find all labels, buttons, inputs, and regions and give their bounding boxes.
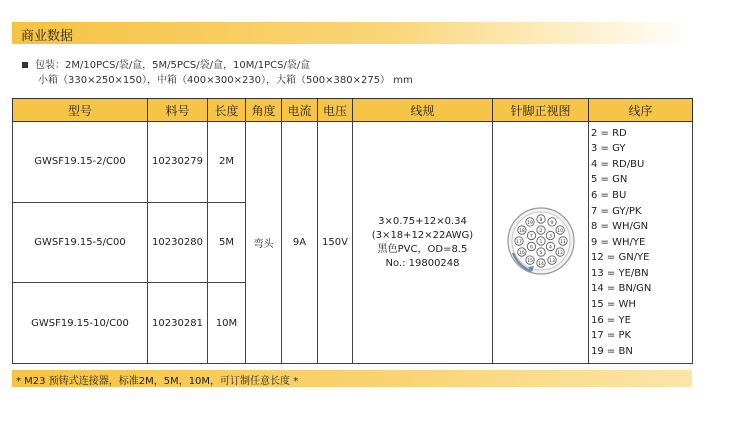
section-header <box>12 22 692 44</box>
wire-item: 8 = WH/GN <box>591 221 649 233</box>
table-header-row <box>13 99 693 122</box>
wire-item: 17 = PK <box>591 330 632 342</box>
spec-table <box>12 98 693 364</box>
pin-label: 2 <box>539 229 542 234</box>
gauge-line-1: 3×0.75+12×0.34 <box>378 215 467 227</box>
model-cell: GWSF19.15-2/C00 <box>13 122 148 203</box>
footer-note-bar <box>12 370 692 387</box>
wire-item: 3 = GY <box>591 143 626 155</box>
pin-label: 17 <box>515 240 522 245</box>
header-length: 长度 <box>208 99 246 122</box>
header-voltage: 电压 <box>318 99 353 122</box>
pin-label: 3 <box>548 234 552 240</box>
section-title: 商业数据 <box>21 29 74 44</box>
bullet-square-icon <box>22 62 28 68</box>
gauge-line-3: 黑色PVC，OD=8.5 <box>377 243 468 255</box>
current-cell: 9A <box>282 122 318 364</box>
pin-label: 13 <box>548 259 555 265</box>
wire-item: 7 = GY/PK <box>591 205 642 217</box>
wire-item: 2 = RD <box>591 127 627 139</box>
wire-item: 9 = WH/YE <box>591 236 646 248</box>
pin-label: 10 <box>556 229 563 234</box>
pin-label: 1 <box>539 240 542 245</box>
voltage-cell: 150V <box>318 122 353 364</box>
pin-label: 6 <box>529 245 533 251</box>
wire-item: 5 = GN <box>591 174 628 186</box>
length-cell: 5M <box>208 202 246 283</box>
packaging-line-1: 包装：2M/10PCS/袋/盒，5M/5PCS/袋/盒，10M/1PCS/袋/盒 <box>22 58 413 73</box>
wire-item: 13 = YE/BN <box>591 267 649 279</box>
pin-label: 9 <box>550 220 553 226</box>
wire-item: 6 = BU <box>591 189 627 201</box>
pin-label: 12 <box>556 251 563 256</box>
header-pin-view: 针脚正视图 <box>493 99 589 122</box>
wire-sequence-cell <box>589 122 693 364</box>
wire-item: 19 = BN <box>591 345 633 357</box>
wire-item: 4 = RD/BU <box>591 158 645 170</box>
pin-label: 4 <box>548 245 552 251</box>
pin-label: 7 <box>529 234 533 240</box>
length-cell: 2M <box>208 122 246 203</box>
pin-label: 11 <box>559 240 566 245</box>
table-row <box>13 122 693 203</box>
packaging-line-2: 小箱（330×250×150），中箱（400×300×230），大箱（500×380×275） mm <box>38 75 413 86</box>
pin-label: 19 <box>526 220 533 226</box>
model-cell: GWSF19.15-10/C00 <box>13 283 148 364</box>
pin-label: 18 <box>518 229 525 234</box>
wire-item: 15 = WH <box>591 299 636 311</box>
part-no-cell: 10230281 <box>148 283 208 364</box>
pin-label: 8 <box>539 218 542 223</box>
header-angle: 角度 <box>246 99 282 122</box>
model-cell: GWSF19.15-5/C00 <box>13 202 148 283</box>
part-no-cell: 10230279 <box>148 122 208 203</box>
length-cell: 10M <box>208 283 246 364</box>
angle-cell: 弯头 <box>246 122 282 364</box>
gauge-cell <box>353 122 493 364</box>
wire-item: 14 = BN/GN <box>591 283 652 295</box>
wire-item: 12 = GN/YE <box>591 252 650 264</box>
header-model: 型号 <box>13 99 148 122</box>
pin-label: 16 <box>518 251 525 256</box>
header-part-no: 料号 <box>148 99 208 122</box>
header-wire-sequence: 线序 <box>589 99 693 122</box>
footer-note: * M23 预铸式连接器，标准2M，5M，10M，可订制任意长度 * <box>16 376 299 387</box>
header-gauge: 线规 <box>353 99 493 122</box>
gauge-line-2: (3×18+12×22AWG) <box>371 229 474 241</box>
pin-label: 14 <box>537 262 544 267</box>
pin-label: 5 <box>539 251 542 256</box>
gauge-line-4: No.: 19800248 <box>385 257 460 269</box>
packaging-info <box>22 58 413 88</box>
pin-view-cell <box>493 122 589 364</box>
pin-label: 15 <box>526 259 533 265</box>
part-no-cell: 10230280 <box>148 202 208 283</box>
connector-pin-face-icon <box>501 201 581 281</box>
header-current: 电流 <box>282 99 318 122</box>
wire-item: 16 = YE <box>591 314 631 326</box>
